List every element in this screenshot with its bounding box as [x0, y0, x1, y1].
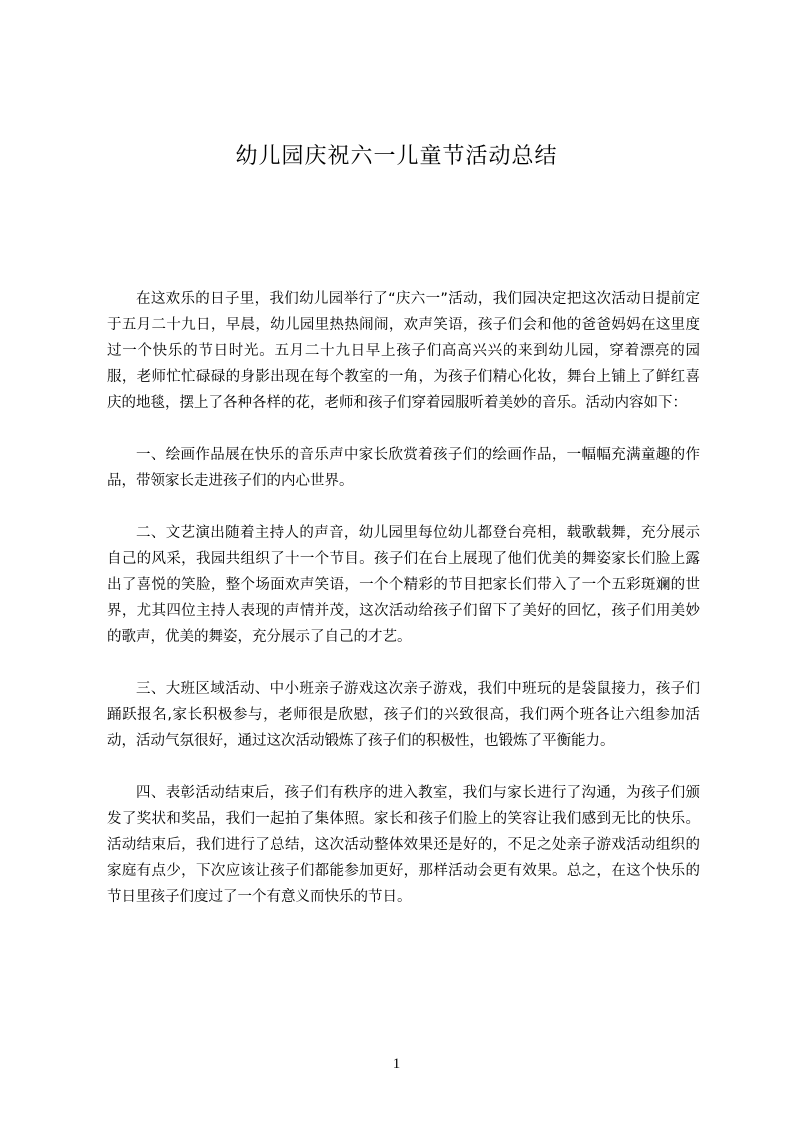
document-title: 幼儿园庆祝六一儿童节活动总结: [235, 144, 558, 169]
document-body: [107, 286, 700, 936]
paragraph-performance: 二、文艺演出随着主持人的声音，幼儿园里每位幼儿都登台亮相，载歌载舞，充分展示自己的风采，我园共组织了十一个节目。孩子们在台上展现了他们优美的舞姿家长们脸上露出了喜悦的笑脸，整个场面欢声笑语，一个个精彩的节目把家长们带入了一个五彩斑斓的世界，尤其四位主持人表现的声情并茂，这次活动给孩子们留下了美好的回忆，孩子们用美妙的歌声，优美的舞姿，充分展示了自己的才艺。: [107, 525, 700, 645]
page-number: 1: [392, 1056, 401, 1072]
paragraph-painting-exhibition: 一、绘画作品展在快乐的音乐声中家长欣赏着孩子们的绘画作品，一幅幅充满童趣的作品，带领家长走进孩子们的内心世界。: [107, 447, 700, 489]
paragraph-intro: 在这欢乐的日子里，我们幼儿园举行了“庆六一”活动，我们园决定把这次活动日提前定于五月二十九日，早晨，幼儿园里热热闹闹，欢声笑语，孩子们会和他的爸爸妈妈在这里度过一个快乐的节日时光。五月二十九日早上孩子们高高兴兴的来到幼儿园，穿着漂亮的园服，老师忙忙碌碌的身影出现在每个教室的一角，为孩子们精心化妆，舞台上铺上了鲜红喜庆的地毯，摆上了各种各样的花，老师和孩子们穿着园服听着美妙的音乐。活动内容如下：: [107, 291, 700, 411]
paragraph-parent-child-games: 三、大班区域活动、中小班亲子游戏这次亲子游戏，我们中班玩的是袋鼠接力，孩子们踊跃报名,家长积极参与，老师很是欣慰，孩子们的兴致很高，我们两个班各让六组参加活动，活动气氛很好，通过这次活动锻炼了孩子们的积极性，也锻炼了平衡能力。: [107, 681, 700, 749]
paragraph-awards-summary: 四、表彰活动结束后，孩子们有秩序的进入教室，我们与家长进行了沟通，为孩子们颁发了奖状和奖品，我们一起拍了集体照。家长和孩子们脸上的笑容让我们感到无比的快乐。活动结束后，我们进行了总结，这次活动整体效果还是好的，不足之处亲子游戏活动组织的家庭有点少，下次应该让孩子们都能参加更好，那样活动会更有效果。总之，在这个快乐的节日里孩子们度过了一个有意义而快乐的节日。: [107, 785, 700, 905]
